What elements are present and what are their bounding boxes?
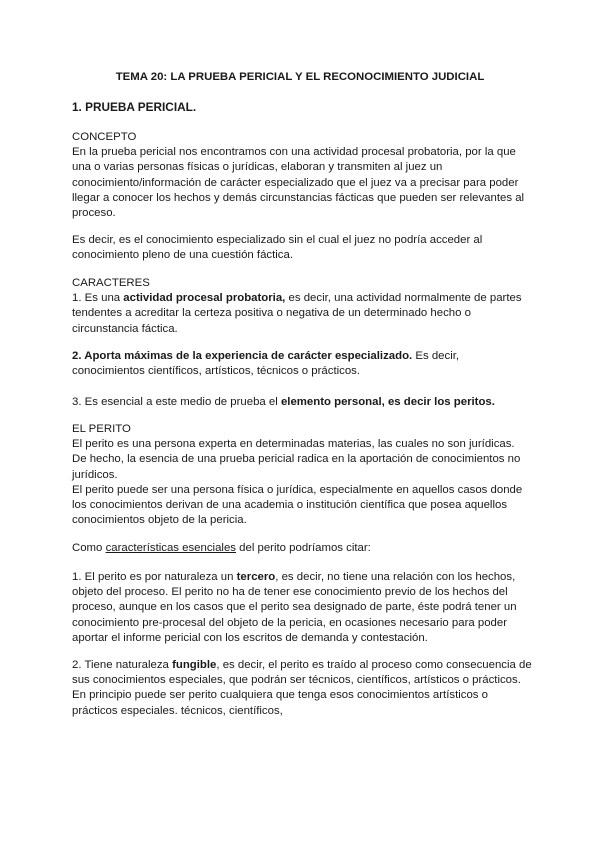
caracteristica-item-1-rest: , es decir, no tiene una relación con los hechos, objeto del proceso. El perito no ha de tener ese conocimiento previo de los hechos del proceso, aunque en los casos que el perito sea designado de parte, éste podrá tener un conocimiento pre-procesal del objeto de la pericia, en ocasiones necesario para poder aportar el informe pericial con los escritos de demanda y contestación. bbox=[72, 571, 517, 644]
caracter-item-2-rest: Es decir, conocimientos científicos, artísticos, técnicos o prácticos. bbox=[72, 350, 460, 378]
caracteristicas-intro-block bbox=[72, 541, 532, 556]
caracteristica-item-1 bbox=[72, 570, 532, 646]
caracteristica-item-2-block bbox=[72, 658, 532, 719]
concepto-section bbox=[72, 130, 532, 221]
caracteristica-item-1-bold: tercero bbox=[236, 571, 276, 583]
caracteristica-item-2 bbox=[72, 658, 532, 719]
caracteristicas-intro-rest: del perito podríamos citar: bbox=[235, 542, 371, 554]
caracteristicas-intro-prefix: Como bbox=[72, 542, 106, 554]
caracter-item-1 bbox=[72, 291, 532, 337]
concepto-paragraph-2-block bbox=[72, 233, 532, 263]
perito-heading: EL PERITO bbox=[72, 423, 131, 435]
caracter-item-3-block bbox=[72, 395, 532, 410]
section-heading: 1. PRUEBA PERICIAL. bbox=[72, 100, 197, 114]
caracteristica-item-1-prefix: 1. El perito es por naturaleza un bbox=[72, 571, 237, 583]
caracteristica-item-1-block bbox=[72, 570, 532, 646]
caracteristica-item-2-bold: fungible bbox=[172, 659, 217, 671]
caracteres-section bbox=[72, 276, 532, 337]
caracter-item-3-bold: elemento personal, es decir los peritos. bbox=[280, 396, 495, 408]
caracteristica-item-2-prefix: 2. Tiene naturaleza bbox=[72, 659, 173, 671]
concepto-paragraph-1: En la prueba pericial nos encontramos con una actividad procesal probatoria, por la que una o varias personas físicas o jurídicas, elaboran y transmiten al juez un conocimiento/información de carácter especializado que el juez va a precisar para poder llegar a conocer los hechos y demás circunstancias fácticas que pueden ser relevantes al proceso. bbox=[72, 146, 525, 220]
caracter-item-2 bbox=[72, 349, 532, 379]
caracter-item-3-prefix: 3. Es esencial a este medio de prueba el bbox=[72, 396, 281, 408]
caracteristicas-intro bbox=[72, 541, 532, 556]
caracter-item-2-bold: 2. Aporta máximas de la experiencia de carácter especializado. bbox=[72, 350, 413, 362]
caracter-item-1-rest: es decir, una actividad normalmente de partes tendentes a acreditar la certeza positiva o negativa de un determinado hecho o circunstancia fáctica. bbox=[72, 292, 522, 335]
caracter-item-1-prefix: 1. Es una bbox=[72, 292, 124, 305]
caracteres-heading: CARACTERES bbox=[72, 277, 150, 289]
document-title: TEMA 20: LA PRUEBA PERICIAL Y EL RECONOCIMIENTO JUDICIAL bbox=[115, 71, 485, 83]
perito-line-3: El perito puede ser una persona física o jurídica, especialmente en aquellos casos donde los conocimientos derivan de una academia o institución científica que posea aquellos conocimientos objeto de la pericia. bbox=[72, 483, 523, 527]
caracteristicas-intro-underlined: características esenciales bbox=[105, 542, 236, 554]
perito-line-1: El perito es una persona experta en determinadas materias, las cuales no son jurídicas. bbox=[72, 438, 515, 451]
concepto-heading: CONCEPTO bbox=[72, 131, 137, 143]
caracteristica-item-2-rest: , es decir, el perito es traído al proceso como consecuencia de sus conocimientos especiales, que podrán ser técnicos, científicos, artísticos o prácticos. En principio puede ser perito cualquiera que tenga esos conocimientos artísticos o prácticos especiales. técnicos, científicos, bbox=[72, 659, 532, 717]
caracter-item-3 bbox=[72, 395, 532, 410]
caracter-item-2-block bbox=[72, 349, 532, 379]
perito-section bbox=[72, 422, 532, 528]
perito-line-2: De hecho, la esencia de una prueba pericial radica en la aportación de conocimientos no jurídicos. bbox=[72, 453, 521, 481]
concepto-paragraph-2: Es decir, es el conocimiento especializado sin el cual el juez no podría acceder al conocimiento pleno de una cuestión fáctica. bbox=[72, 234, 483, 262]
caracter-item-1-bold: actividad procesal probatoria, bbox=[123, 292, 286, 305]
